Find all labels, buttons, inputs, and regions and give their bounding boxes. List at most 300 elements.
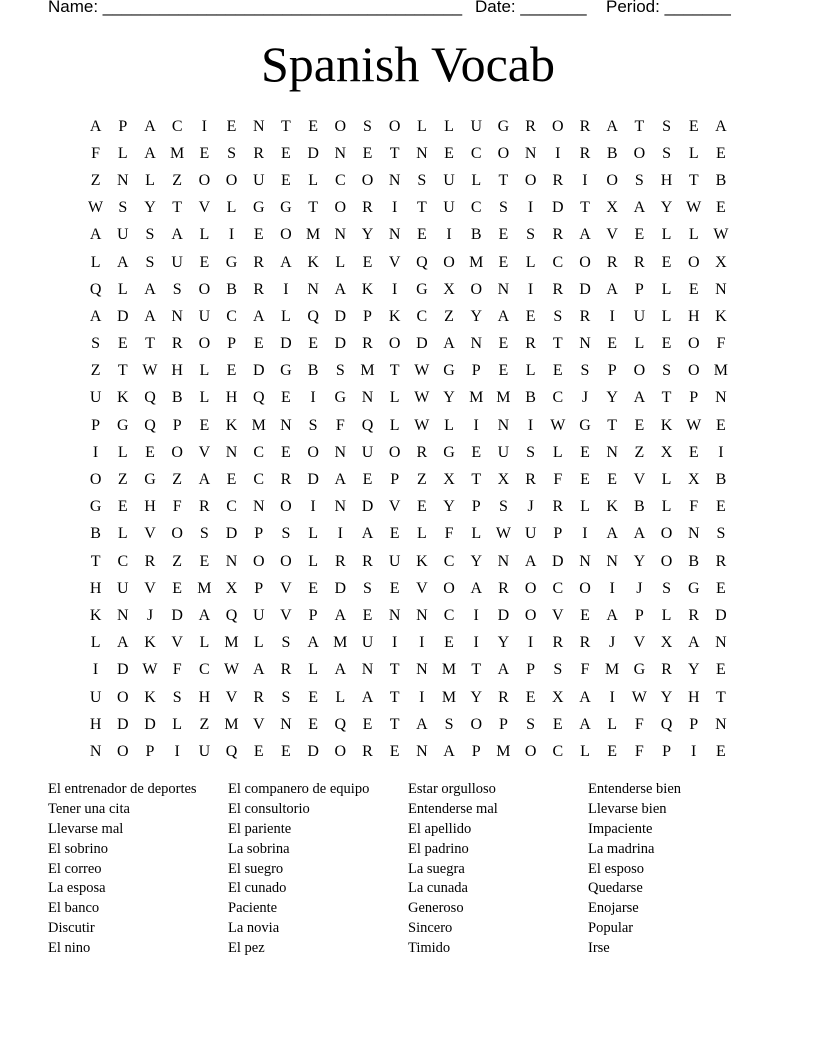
- grid-letter: D: [307, 471, 319, 489]
- grid-letter: O: [443, 579, 455, 597]
- grid-letter: F: [553, 471, 563, 489]
- grid-letter: O: [524, 606, 537, 624]
- grid-letter: R: [362, 199, 373, 217]
- grid-letter: W: [142, 362, 158, 380]
- grid-letter: H: [89, 715, 102, 733]
- grid-letter: M: [496, 742, 511, 760]
- grid-letter: F: [444, 525, 454, 543]
- grid-letter: N: [252, 498, 265, 516]
- grid-letter: J: [609, 634, 616, 652]
- grid-letter: I: [527, 416, 534, 434]
- grid-letter: W: [223, 661, 240, 679]
- word-item: Quedarse: [588, 880, 643, 897]
- grid-letter: N: [606, 443, 618, 461]
- grid-letter: O: [388, 443, 401, 461]
- grid-letter: E: [607, 471, 618, 489]
- grid-letter: B: [90, 525, 101, 543]
- grid-letter: E: [199, 416, 210, 434]
- grid-letter: H: [171, 362, 183, 380]
- grid-letter: K: [416, 552, 428, 570]
- grid-letter: E: [607, 742, 618, 760]
- grid-letter: L: [471, 525, 482, 543]
- grid-letter: O: [334, 117, 347, 135]
- word-item: Timido: [408, 940, 451, 957]
- word-item: La suegra: [408, 860, 465, 877]
- grid-letter: N: [117, 606, 129, 624]
- grid-letter: O: [334, 199, 347, 217]
- grid-letter: V: [388, 253, 401, 271]
- grid-letter: R: [634, 253, 645, 271]
- word-item: Sincero: [408, 920, 453, 937]
- word-item: Tener una cita: [48, 800, 130, 817]
- grid-letter: I: [582, 171, 588, 189]
- word-item: El nino: [48, 940, 91, 957]
- grid-letter: C: [443, 606, 455, 624]
- grid-letter: A: [416, 715, 428, 733]
- grid-letter: O: [89, 471, 102, 489]
- grid-letter: S: [281, 688, 291, 706]
- word-item: La sobrina: [228, 840, 290, 857]
- grid-letter: P: [172, 416, 182, 434]
- word-column: [48, 780, 228, 959]
- grid-letter: V: [171, 634, 183, 652]
- grid-letter: S: [526, 443, 536, 461]
- grid-letter: U: [117, 579, 129, 597]
- grid-letter: C: [552, 579, 564, 597]
- grid-letter: L: [335, 688, 346, 706]
- grid-letter: R: [199, 498, 210, 516]
- grid-letter: A: [334, 280, 347, 298]
- grid-letter: H: [687, 307, 700, 325]
- grid-letter: S: [662, 144, 671, 162]
- grid-letter: W: [495, 525, 511, 543]
- grid-letter: C: [334, 171, 346, 189]
- word-column: [408, 780, 588, 959]
- grid-letter: Y: [470, 688, 482, 706]
- grid-letter: J: [636, 579, 643, 597]
- grid-letter: N: [497, 416, 510, 434]
- grid-letter: S: [553, 661, 563, 679]
- grid-letter: O: [334, 742, 347, 760]
- grid-letter: C: [552, 742, 564, 760]
- grid-letter: W: [713, 226, 729, 244]
- grid-letter: Y: [361, 226, 374, 244]
- grid-letter: N: [280, 715, 292, 733]
- grid-letter: N: [416, 606, 428, 624]
- grid-letter: L: [444, 117, 454, 135]
- grid-letter: U: [89, 389, 102, 407]
- grid-letter: H: [660, 171, 673, 189]
- grid-letter: S: [172, 688, 182, 706]
- grid-letter: S: [662, 579, 671, 597]
- grid-letter: W: [686, 199, 702, 217]
- grid-letter: K: [715, 307, 727, 325]
- grid-letter: E: [498, 335, 509, 353]
- grid-letter: E: [117, 498, 128, 516]
- grid-letter: T: [471, 471, 482, 489]
- grid-letter: A: [606, 280, 618, 298]
- grid-letter: I: [446, 226, 452, 244]
- grid-letter: K: [225, 416, 238, 434]
- grid-letter: G: [497, 117, 510, 135]
- grid-letter: R: [715, 552, 727, 570]
- grid-letter: P: [308, 606, 318, 624]
- grid-letter: L: [416, 117, 427, 135]
- grid-letter: O: [388, 335, 401, 353]
- grid-letter: E: [308, 117, 318, 135]
- grid-letter: T: [688, 171, 699, 189]
- grid-letter: V: [252, 715, 265, 733]
- grid-letter: L: [525, 362, 536, 380]
- grid-letter: I: [201, 117, 207, 135]
- grid-letter: R: [606, 253, 618, 271]
- grid-letter: G: [280, 199, 292, 217]
- grid-letter: Q: [89, 280, 102, 298]
- grid-letter: A: [144, 307, 156, 325]
- grid-letter: U: [171, 253, 183, 271]
- grid-letter: E: [145, 443, 155, 461]
- grid-letter: E: [362, 606, 373, 624]
- grid-letter: N: [497, 552, 510, 570]
- grid-letter: L: [117, 280, 128, 298]
- grid-letter: M: [496, 389, 511, 407]
- grid-letter: A: [606, 525, 618, 543]
- grid-letter: T: [90, 552, 101, 570]
- grid-letter: D: [552, 552, 564, 570]
- grid-letter: O: [633, 144, 646, 162]
- grid-letter: N: [687, 525, 700, 543]
- grid-letter: Z: [172, 171, 183, 189]
- grid-letter: L: [389, 416, 400, 434]
- grid-letter: A: [443, 742, 455, 760]
- grid-letter: A: [606, 117, 618, 135]
- grid-letter: M: [224, 634, 239, 652]
- grid-letter: E: [308, 688, 318, 706]
- grid-letter: S: [526, 226, 536, 244]
- grid-letter: O: [660, 525, 673, 543]
- grid-letter: G: [416, 280, 428, 298]
- grid-letter: I: [527, 634, 534, 652]
- grid-letter: L: [145, 171, 155, 189]
- grid-letter: R: [280, 661, 292, 679]
- grid-letter: A: [497, 307, 510, 325]
- grid-letter: E: [389, 525, 400, 543]
- grid-letter: P: [390, 471, 400, 489]
- grid-letter: N: [579, 552, 591, 570]
- grid-letter: F: [689, 498, 699, 516]
- grid-letter: I: [391, 280, 398, 298]
- grid-letter: E: [716, 742, 726, 760]
- grid-letter: L: [688, 144, 699, 162]
- grid-letter: I: [174, 742, 180, 760]
- grid-letter: X: [443, 280, 455, 298]
- grid-letter: A: [198, 606, 211, 624]
- grid-letter: W: [686, 416, 702, 434]
- grid-letter: L: [607, 715, 618, 733]
- grid-letter: T: [389, 661, 400, 679]
- word-item: Irse: [588, 940, 610, 957]
- grid-letter: R: [525, 471, 536, 489]
- grid-letter: I: [609, 307, 615, 325]
- grid-letter: R: [552, 498, 564, 516]
- grid-letter: W: [550, 416, 566, 434]
- grid-letter: J: [581, 389, 589, 407]
- word-item: El banco: [48, 900, 100, 917]
- grid-letter: C: [552, 253, 564, 271]
- grid-letter: U: [252, 171, 265, 189]
- grid-letter: S: [335, 362, 345, 380]
- grid-letter: I: [609, 688, 615, 706]
- grid-letter: Z: [199, 715, 210, 733]
- grid-letter: V: [225, 688, 238, 706]
- grid-letter: L: [117, 144, 128, 162]
- grid-letter: T: [607, 416, 618, 434]
- grid-letter: U: [524, 525, 537, 543]
- grid-letter: Z: [90, 362, 101, 380]
- grid-letter: D: [307, 742, 319, 760]
- grid-letter: B: [307, 362, 319, 380]
- grid-letter: R: [144, 552, 156, 570]
- grid-letter: M: [305, 226, 321, 244]
- grid-letter: N: [470, 335, 482, 353]
- grid-letter: Y: [660, 199, 673, 217]
- grid-letter: P: [689, 389, 699, 407]
- grid-letter: L: [335, 253, 346, 271]
- grid-letter: V: [552, 606, 564, 624]
- grid-letter: K: [361, 280, 374, 298]
- grid-letter: N: [361, 389, 374, 407]
- grid-letter: X: [715, 253, 727, 271]
- grid-letter: W: [414, 389, 430, 407]
- grid-letter: T: [389, 688, 400, 706]
- grid-letter: L: [90, 253, 101, 271]
- grid-letter: H: [225, 389, 238, 407]
- grid-letter: L: [634, 335, 645, 353]
- grid-letter: I: [555, 144, 561, 162]
- header-fields: [48, 0, 748, 19]
- grid-letter: M: [441, 661, 457, 679]
- grid-letter: L: [580, 742, 590, 760]
- grid-letter: E: [308, 715, 318, 733]
- grid-letter: R: [552, 226, 564, 244]
- grid-letter: E: [416, 226, 427, 244]
- grid-letter: A: [89, 226, 102, 244]
- grid-letter: T: [389, 362, 400, 380]
- word-item: La esposa: [48, 880, 106, 897]
- word-item: El sobrino: [48, 840, 109, 857]
- word-item: El correo: [48, 860, 102, 877]
- grid-letter: P: [471, 362, 481, 380]
- grid-letter: S: [281, 634, 291, 652]
- grid-letter: M: [197, 579, 212, 597]
- word-item: Generoso: [408, 900, 464, 917]
- grid-letter: L: [661, 226, 672, 244]
- grid-letter: O: [117, 742, 129, 760]
- grid-letter: L: [661, 307, 672, 325]
- grid-letter: A: [715, 117, 727, 135]
- grid-letter: P: [498, 715, 508, 733]
- grid-letter: P: [607, 362, 617, 380]
- grid-letter: X: [225, 579, 238, 597]
- grid-letter: L: [580, 498, 590, 516]
- grid-letter: F: [634, 742, 644, 760]
- grid-letter: U: [633, 307, 646, 325]
- grid-letter: I: [609, 579, 615, 597]
- grid-letter: L: [117, 443, 128, 461]
- word-item: El esposo: [588, 860, 644, 877]
- grid-letter: E: [281, 389, 291, 407]
- grid-letter: O: [117, 688, 129, 706]
- grid-letter: T: [389, 144, 400, 162]
- grid-letter: N: [388, 226, 401, 244]
- grid-letter: G: [252, 199, 265, 217]
- grid-letter: N: [579, 335, 591, 353]
- grid-letter: Q: [307, 307, 319, 325]
- grid-letter: I: [718, 443, 724, 461]
- grid-letter: M: [224, 715, 239, 733]
- grid-letter: A: [443, 335, 455, 353]
- grid-letter: Y: [497, 634, 510, 652]
- grid-letter: A: [497, 661, 510, 679]
- grid-letter: F: [91, 144, 101, 162]
- grid-letter: E: [308, 335, 318, 353]
- grid-letter: A: [633, 199, 646, 217]
- grid-letter: N: [334, 226, 347, 244]
- grid-letter: A: [117, 253, 129, 271]
- grid-letter: C: [253, 471, 265, 489]
- grid-letter: I: [310, 389, 316, 407]
- grid-letter: A: [171, 226, 183, 244]
- grid-letter: U: [117, 226, 129, 244]
- grid-letter: E: [444, 144, 454, 162]
- grid-letter: O: [470, 715, 482, 733]
- grid-letter: I: [92, 661, 99, 679]
- grid-letter: U: [361, 634, 374, 652]
- grid-letter: O: [225, 171, 238, 189]
- grid-letter: S: [172, 280, 182, 298]
- grid-letter: I: [92, 443, 99, 461]
- grid-letter: Y: [687, 661, 700, 679]
- grid-letter: A: [144, 144, 156, 162]
- grid-letter: R: [334, 552, 346, 570]
- grid-letter: E: [525, 688, 536, 706]
- grid-letter: Y: [660, 688, 673, 706]
- grid-letter: S: [580, 362, 590, 380]
- grid-letter: S: [634, 171, 644, 189]
- grid-letter: U: [470, 117, 482, 135]
- grid-letter: Q: [416, 253, 428, 271]
- grid-letter: L: [172, 715, 183, 733]
- grid-letter: N: [524, 144, 537, 162]
- grid-letter: S: [498, 199, 508, 217]
- grid-letter: G: [225, 253, 238, 271]
- grid-letter: B: [606, 144, 618, 162]
- word-item: Estar orgulloso: [408, 781, 496, 797]
- grid-letter: T: [661, 389, 672, 407]
- grid-letter: A: [89, 117, 102, 135]
- grid-letter: R: [362, 742, 373, 760]
- grid-letter: Z: [172, 471, 183, 489]
- grid-letter: I: [391, 199, 398, 217]
- grid-letter: P: [471, 498, 481, 516]
- grid-letter: N: [334, 498, 347, 516]
- grid-letter: T: [308, 199, 318, 217]
- grid-letter: O: [687, 335, 700, 353]
- grid-letter: E: [716, 416, 726, 434]
- grid-letter: I: [283, 280, 289, 298]
- grid-letter: Q: [225, 606, 238, 624]
- grid-letter: I: [582, 525, 588, 543]
- grid-letter: Z: [416, 471, 427, 489]
- grid-letter: W: [631, 688, 647, 706]
- grid-letter: N: [307, 280, 319, 298]
- grid-letter: F: [172, 661, 182, 679]
- grid-letter: P: [227, 335, 236, 353]
- grid-letter: C: [171, 117, 183, 135]
- grid-letter: K: [606, 498, 618, 516]
- grid-letter: K: [388, 307, 401, 325]
- grid-letter: D: [361, 498, 374, 516]
- grid-letter: L: [117, 525, 128, 543]
- grid-letter: E: [634, 226, 645, 244]
- grid-letter: A: [252, 661, 265, 679]
- grid-letter: M: [469, 389, 484, 407]
- grid-letter: R: [525, 117, 536, 135]
- grid-letter: N: [361, 661, 374, 679]
- grid-letter: S: [363, 117, 372, 135]
- grid-letter: E: [416, 498, 427, 516]
- grid-letter: S: [498, 498, 508, 516]
- grid-letter: V: [280, 579, 292, 597]
- grid-letter: G: [443, 443, 455, 461]
- grid-letter: K: [660, 416, 673, 434]
- grid-letter: E: [661, 335, 672, 353]
- grid-letter: V: [633, 471, 646, 489]
- grid-letter: E: [253, 226, 264, 244]
- grid-letter: D: [334, 579, 347, 597]
- grid-letter: L: [552, 443, 563, 461]
- grid-letter: S: [417, 171, 427, 189]
- grid-letter: R: [552, 280, 564, 298]
- grid-letter: W: [414, 416, 430, 434]
- grid-letter: U: [497, 443, 510, 461]
- grid-letter: V: [388, 498, 401, 516]
- grid-letter: P: [145, 742, 155, 760]
- grid-letter: R: [416, 443, 428, 461]
- grid-letter: B: [715, 471, 727, 489]
- grid-letter: Q: [144, 416, 156, 434]
- grid-letter: K: [144, 634, 156, 652]
- grid-letter: P: [363, 307, 372, 325]
- grid-letter: U: [443, 199, 455, 217]
- grid-letter: B: [470, 226, 482, 244]
- grid-letter: E: [281, 443, 291, 461]
- grid-letter: N: [416, 742, 428, 760]
- grid-letter: P: [662, 742, 671, 760]
- grid-letter: E: [362, 144, 373, 162]
- grid-letter: I: [310, 498, 316, 516]
- grid-letter: A: [470, 579, 482, 597]
- grid-letter: L: [416, 525, 427, 543]
- grid-letter: X: [552, 688, 564, 706]
- grid-letter: O: [388, 117, 401, 135]
- grid-letter: E: [688, 280, 699, 298]
- grid-letter: H: [198, 688, 211, 706]
- grid-letter: V: [144, 579, 156, 597]
- grid-letter: F: [716, 335, 726, 353]
- grid-letter: A: [361, 525, 374, 543]
- grid-letter: A: [198, 471, 211, 489]
